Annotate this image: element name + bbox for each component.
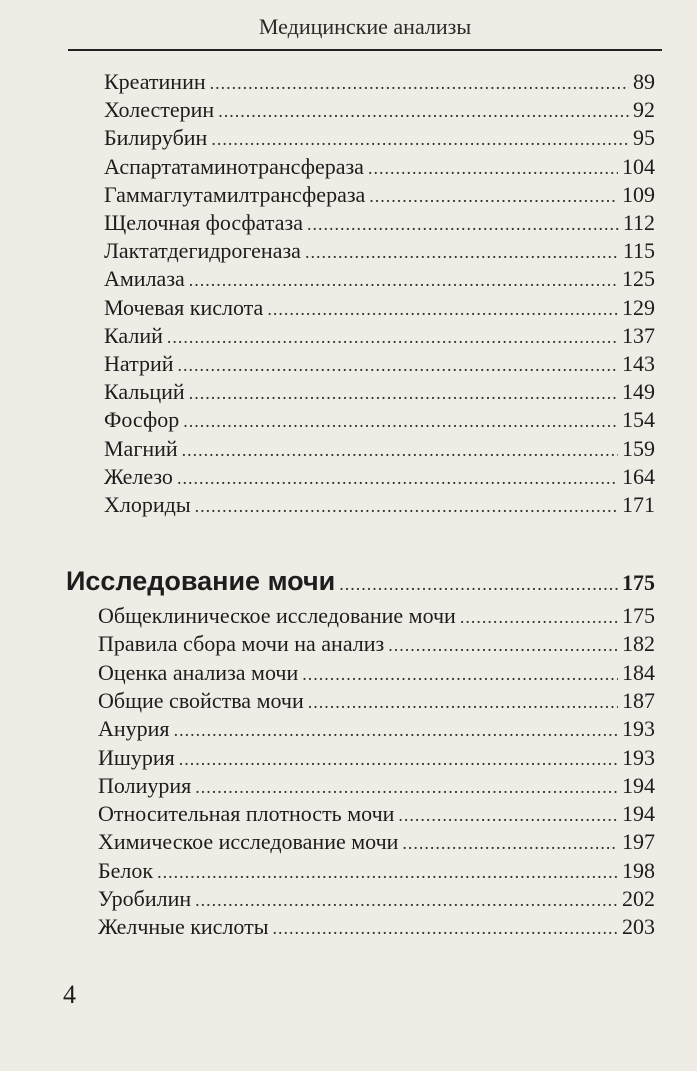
toc-leader-dots: [179, 746, 618, 772]
toc-entry: [104, 69, 655, 96]
toc-entry-label: Желчные кислоты: [98, 914, 269, 940]
toc-leader-dots: [167, 324, 618, 350]
toc-leader-dots: [402, 830, 618, 856]
toc-entry: [98, 660, 655, 687]
toc-leader-dots: [273, 915, 618, 941]
toc-entry-page: 194: [622, 801, 655, 827]
toc-entry: [104, 295, 655, 322]
toc-entry-label: Белок: [98, 857, 154, 883]
toc-leader-dots: [183, 408, 618, 434]
toc-entry-label: Хлориды: [104, 492, 191, 517]
toc-entry-label: Анурия: [98, 716, 170, 742]
toc-leader-dots: [174, 717, 618, 743]
toc-entry: [98, 603, 655, 630]
toc-entry-page: 104: [622, 153, 655, 179]
toc-entry: [104, 323, 655, 350]
toc-entry-page: 193: [622, 744, 655, 770]
toc-entry-page: 184: [622, 659, 655, 685]
toc-leader-dots: [211, 126, 629, 152]
toc-entry-label: Билирубин: [104, 125, 208, 151]
toc-leader-dots: [182, 437, 618, 463]
toc-entry: [104, 210, 655, 237]
toc-leader-dots: [189, 267, 618, 293]
toc-entry: [104, 154, 655, 181]
toc-entry-label: Аспартатаминотрансфераза: [104, 153, 364, 179]
toc-leader-dots: [369, 183, 618, 209]
toc-leader-dots: [305, 239, 619, 265]
toc-leader-dots: [218, 98, 629, 124]
toc-entry: [98, 745, 655, 772]
toc-entry: [104, 464, 655, 491]
toc-entry-page: 149: [622, 379, 655, 405]
toc-entry: [98, 773, 655, 800]
toc-entry: [98, 801, 655, 828]
toc-entry: [104, 97, 655, 124]
toc-entry-page: 187: [622, 687, 655, 713]
toc-entry-label: Правила сбора мочи на анализ: [98, 631, 385, 657]
toc-entry-label: Магний: [104, 435, 178, 461]
toc-entry-label: Калий: [104, 322, 163, 348]
toc-entry-label: Общие свойства мочи: [98, 687, 304, 713]
toc-entry-label: Общеклиническое исследование мочи: [98, 603, 456, 628]
toc-leader-dots: [398, 802, 618, 828]
toc-entry: [98, 829, 655, 856]
toc-entry-page: 197: [622, 829, 655, 855]
toc-entry-page: 125: [622, 266, 655, 292]
header-rule: [68, 49, 662, 51]
toc-entry-label: Лактатдегидрогеназа: [104, 238, 301, 264]
toc-entry-page: 137: [622, 322, 655, 348]
toc-leader-dots: [460, 604, 618, 630]
toc-entry: [98, 858, 655, 885]
toc-entry-page: 202: [622, 886, 655, 911]
toc-entry-page: 193: [622, 716, 655, 742]
toc-entry-page: 143: [622, 351, 655, 376]
toc-leader-dots: [267, 296, 618, 322]
toc-entry-label: Относительная плотность мочи: [98, 801, 395, 827]
toc-entry-page: 159: [622, 435, 655, 461]
toc-entry: [98, 886, 655, 913]
toc-leader-dots: [308, 689, 618, 715]
toc-entry-label: Фосфор: [104, 407, 180, 433]
toc-entry-page: 92: [633, 97, 655, 123]
toc-section-page: 175: [622, 570, 655, 595]
toc-entry: [104, 125, 655, 152]
toc-entry-label: Полиурия: [98, 772, 192, 798]
toc-leader-dots: [178, 352, 618, 378]
toc-entry: [104, 182, 655, 209]
toc-entry-label: Химическое исследование мочи: [98, 829, 399, 855]
toc-leader-dots: [157, 859, 618, 885]
toc-leader-dots: [210, 70, 629, 96]
toc-leader-dots: [195, 493, 618, 519]
toc-entry-page: 112: [622, 210, 655, 235]
toc-leader-dots: [195, 774, 618, 800]
toc-entry-page: 182: [622, 631, 655, 657]
toc-entry-page: 154: [622, 407, 655, 433]
toc-entry-page: 115: [622, 238, 655, 264]
toc-leader-dots: [339, 571, 618, 597]
toc-entry-page: 171: [622, 492, 655, 517]
toc-entry-label: Ишурия: [98, 744, 175, 770]
toc-entry-label: Холестерин: [104, 97, 215, 123]
toc-entry: [104, 238, 655, 265]
toc-entry: [104, 266, 655, 293]
toc-entry-page: 175: [622, 603, 655, 628]
toc-entry-page: 164: [622, 463, 655, 489]
toc-entry-page: 198: [622, 857, 655, 883]
toc-entry: [104, 379, 655, 406]
toc-leader-dots: [189, 380, 618, 406]
toc-leader-dots: [177, 465, 618, 491]
toc-leader-dots: [388, 632, 618, 658]
toc-entry: [98, 631, 655, 658]
toc-entry-label: Мочевая кислота: [104, 294, 264, 320]
toc-leader-dots: [307, 211, 619, 237]
toc-entry: [98, 914, 655, 941]
toc-leader-dots: [195, 887, 618, 913]
toc-entry: [104, 407, 655, 434]
toc-entry-label: Гаммаглутамилтрансфераза: [104, 181, 366, 207]
running-header: Медицинские анализы: [258, 14, 472, 39]
toc-leader-dots: [368, 155, 618, 181]
toc-entry-label: Уробилин: [98, 886, 192, 911]
toc-entry-label: Креатинин: [104, 69, 206, 94]
toc-section-heading: [66, 568, 655, 597]
toc-leader-dots: [302, 661, 618, 687]
toc-entry-page: 203: [622, 914, 655, 940]
toc-entry-label: Кальций: [104, 379, 185, 405]
toc-entry: [104, 492, 655, 519]
toc-entry-page: 89: [633, 69, 655, 94]
toc-section-label: Исследование мочи: [66, 566, 336, 596]
toc-entry-page: 95: [633, 125, 655, 151]
toc-entry-label: Оценка анализа мочи: [98, 659, 299, 685]
toc-entry-label: Амилаза: [104, 266, 185, 292]
toc-entry-page: 109: [622, 181, 655, 207]
toc-entry-page: 194: [622, 772, 655, 798]
toc-entry-label: Железо: [104, 463, 173, 489]
toc-entry-label: Щелочная фосфатаза: [104, 210, 303, 235]
toc-entry-page: 129: [622, 294, 655, 320]
toc-entry-label: Натрий: [104, 351, 174, 376]
toc-entry: [104, 436, 655, 463]
toc-entry: [104, 351, 655, 378]
toc-entry: [98, 716, 655, 743]
toc-entry: [98, 688, 655, 715]
page-number: 4: [63, 980, 76, 1009]
